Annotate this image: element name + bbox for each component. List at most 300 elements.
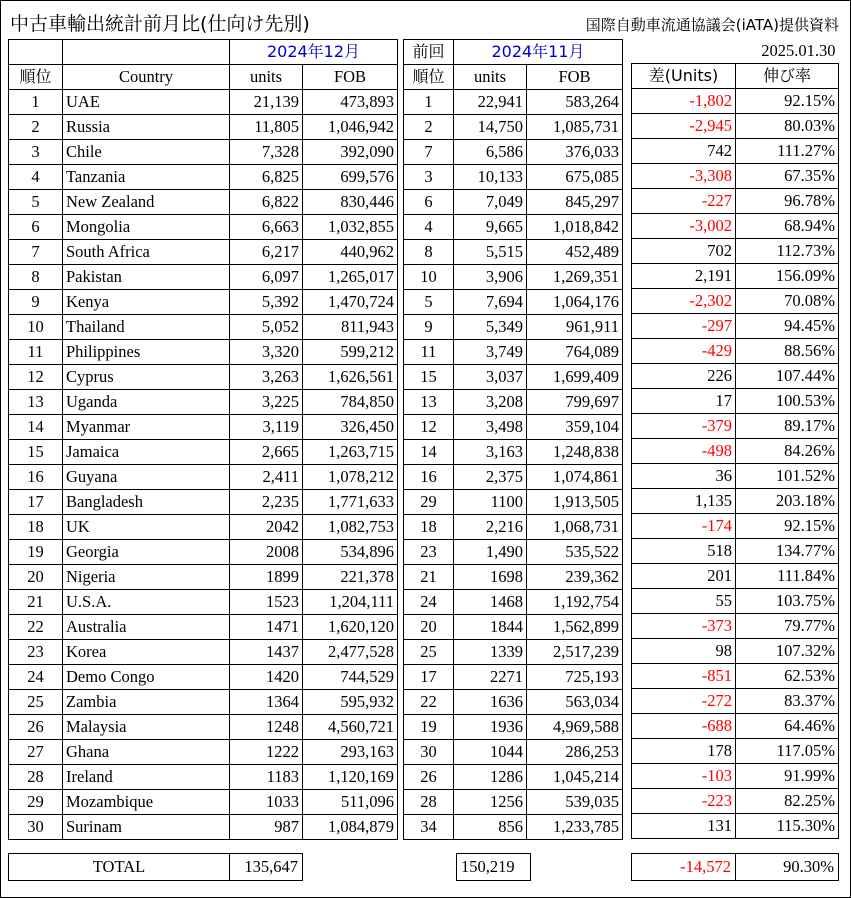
previous-rank-cell: 9	[404, 315, 454, 340]
growth-cell: 117.05%	[736, 739, 839, 764]
table-row	[9, 265, 398, 290]
table-row	[632, 239, 839, 264]
rank-cell: 29	[9, 790, 63, 815]
units-cell: 2042	[230, 515, 303, 540]
growth-cell: 91.99%	[736, 764, 839, 789]
units-cell: 1420	[230, 665, 303, 690]
table-row	[632, 764, 839, 789]
table-row	[632, 739, 839, 764]
country-cell: Georgia	[63, 540, 230, 565]
table-row	[404, 165, 623, 190]
diff-cell: 1,135	[632, 489, 736, 514]
country-cell: Tanzania	[63, 165, 230, 190]
previous-units-cell: 1286	[454, 765, 527, 790]
diff-cell: -223	[632, 789, 736, 814]
units-cell: 3,263	[230, 365, 303, 390]
fob-cell: 1,046,942	[303, 115, 398, 140]
fob-cell: 1,204,111	[303, 590, 398, 615]
diff-cell: -851	[632, 664, 736, 689]
total-growth: 90.30%	[736, 854, 839, 881]
table-row	[404, 790, 623, 815]
table-row	[632, 664, 839, 689]
units-cell: 1222	[230, 740, 303, 765]
country-cell: Thailand	[63, 315, 230, 340]
fob-cell: 1,078,212	[303, 465, 398, 490]
previous-units-cell: 9,665	[454, 215, 527, 240]
comparison-total-row	[632, 854, 839, 881]
growth-cell: 80.03%	[736, 114, 839, 139]
growth-cell: 107.32%	[736, 639, 839, 664]
growth-cell: 203.18%	[736, 489, 839, 514]
table-row	[404, 90, 623, 115]
growth-cell: 83.37%	[736, 689, 839, 714]
previous-fob-cell: 452,489	[527, 240, 623, 265]
growth-cell: 111.84%	[736, 564, 839, 589]
previous-rank-cell: 19	[404, 715, 454, 740]
rank-cell: 4	[9, 165, 63, 190]
fob-cell: 4,560,721	[303, 715, 398, 740]
previous-units-header: units	[454, 65, 527, 90]
country-cell: Chile	[63, 140, 230, 165]
country-cell: Mongolia	[63, 215, 230, 240]
growth-cell: 92.15%	[736, 89, 839, 114]
previous-rank-cell: 28	[404, 790, 454, 815]
previous-fob-cell: 1,269,351	[527, 265, 623, 290]
table-row	[404, 715, 623, 740]
source-credit: 国際自動車流通協議会(iATA)提供資料	[585, 16, 839, 34]
previous-rank-cell: 24	[404, 590, 454, 615]
growth-cell: 82.25%	[736, 789, 839, 814]
previous-fob-cell: 1,248,838	[527, 440, 623, 465]
diff-cell: 201	[632, 564, 736, 589]
blank-cell	[9, 40, 63, 65]
table-row	[9, 540, 398, 565]
fob-cell: 599,212	[303, 340, 398, 365]
table-row	[632, 464, 839, 489]
rank-cell: 14	[9, 415, 63, 440]
previous-top-header: 前回	[404, 40, 454, 65]
previous-units-cell: 1339	[454, 640, 527, 665]
previous-fob-cell: 286,253	[527, 740, 623, 765]
units-cell: 5,052	[230, 315, 303, 340]
rank-cell: 5	[9, 190, 63, 215]
table-row	[9, 190, 398, 215]
country-cell: Bangladesh	[63, 490, 230, 515]
rank-cell: 24	[9, 665, 63, 690]
previous-rank-cell: 18	[404, 515, 454, 540]
blank-cell	[63, 40, 230, 65]
previous-fob-cell: 1,192,754	[527, 590, 623, 615]
previous-fob-cell: 1,074,861	[527, 465, 623, 490]
table-row	[632, 214, 839, 239]
previous-rank-cell: 29	[404, 490, 454, 515]
growth-cell: 89.17%	[736, 414, 839, 439]
table-row	[404, 215, 623, 240]
growth-cell: 134.77%	[736, 539, 839, 564]
table-row	[404, 115, 623, 140]
table-row	[404, 515, 623, 540]
table-row	[404, 765, 623, 790]
diff-cell: -103	[632, 764, 736, 789]
table-row	[632, 414, 839, 439]
table-row	[9, 115, 398, 140]
total-row	[9, 854, 303, 881]
fob-cell: 1,032,855	[303, 215, 398, 240]
previous-units-cell: 2,216	[454, 515, 527, 540]
previous-fob-cell: 1,068,731	[527, 515, 623, 540]
units-cell: 7,328	[230, 140, 303, 165]
country-cell: Guyana	[63, 465, 230, 490]
country-cell: Nigeria	[63, 565, 230, 590]
diff-cell: -227	[632, 189, 736, 214]
previous-units-cell: 3,163	[454, 440, 527, 465]
table-row	[404, 315, 623, 340]
units-cell: 2,411	[230, 465, 303, 490]
previous-rank-cell: 15	[404, 365, 454, 390]
table-row	[632, 289, 839, 314]
previous-rank-cell: 23	[404, 540, 454, 565]
growth-cell: 70.08%	[736, 289, 839, 314]
diff-cell: 226	[632, 364, 736, 389]
table-row	[632, 339, 839, 364]
diff-cell: -498	[632, 439, 736, 464]
current-month-table-body	[9, 40, 398, 840]
units-cell: 6,822	[230, 190, 303, 215]
table-row	[404, 815, 623, 840]
table-row	[404, 465, 623, 490]
table-row	[632, 139, 839, 164]
country-cell: Russia	[63, 115, 230, 140]
table-row	[404, 190, 623, 215]
growth-cell: 68.94%	[736, 214, 839, 239]
fob-cell: 293,163	[303, 740, 398, 765]
rank-cell: 12	[9, 365, 63, 390]
previous-units-cell: 3,208	[454, 390, 527, 415]
previous-fob-cell: 675,085	[527, 165, 623, 190]
country-cell: Mozambique	[63, 790, 230, 815]
previous-rank-cell: 6	[404, 190, 454, 215]
rank-cell: 6	[9, 215, 63, 240]
diff-header: 差(Units)	[632, 64, 736, 89]
table-row	[9, 515, 398, 540]
growth-cell: 112.73%	[736, 239, 839, 264]
units-cell: 3,320	[230, 340, 303, 365]
rank-cell: 22	[9, 615, 63, 640]
table-row	[9, 440, 398, 465]
country-cell: Demo Congo	[63, 665, 230, 690]
previous-units-cell: 3,906	[454, 265, 527, 290]
rank-cell: 10	[9, 315, 63, 340]
table-row	[632, 814, 839, 839]
previous-period-label: 2024年11月	[454, 40, 623, 65]
growth-cell: 84.26%	[736, 439, 839, 464]
previous-fob-cell: 1,913,505	[527, 490, 623, 515]
growth-cell: 103.75%	[736, 589, 839, 614]
units-cell: 3,225	[230, 390, 303, 415]
diff-cell: 98	[632, 639, 736, 664]
table-row	[404, 240, 623, 265]
table-row	[632, 539, 839, 564]
comparison-table-body	[632, 39, 839, 839]
table-row	[9, 565, 398, 590]
previous-month-table	[403, 39, 623, 840]
growth-cell: 111.27%	[736, 139, 839, 164]
previous-fob-cell: 4,969,588	[527, 715, 623, 740]
diff-cell: -297	[632, 314, 736, 339]
units-cell: 11,805	[230, 115, 303, 140]
units-cell: 1248	[230, 715, 303, 740]
table-row	[404, 615, 623, 640]
column-header-row	[9, 65, 398, 90]
diff-cell: -688	[632, 714, 736, 739]
rank-cell: 20	[9, 565, 63, 590]
table-row	[9, 615, 398, 640]
previous-fob-cell: 764,089	[527, 340, 623, 365]
total-label: TOTAL	[9, 854, 230, 881]
table-row	[632, 164, 839, 189]
diff-cell: 2,191	[632, 264, 736, 289]
country-cell: Malaysia	[63, 715, 230, 740]
country-header: Country	[63, 65, 230, 90]
current-month-table	[8, 39, 398, 840]
table-row	[404, 665, 623, 690]
previous-units-cell: 3,498	[454, 415, 527, 440]
fob-cell: 2,477,528	[303, 640, 398, 665]
table-row	[404, 140, 623, 165]
fob-cell: 784,850	[303, 390, 398, 415]
fob-cell: 1,265,017	[303, 265, 398, 290]
table-row	[632, 689, 839, 714]
units-cell: 987	[230, 815, 303, 840]
previous-units-cell: 5,349	[454, 315, 527, 340]
previous-rank-cell: 7	[404, 140, 454, 165]
units-cell: 1437	[230, 640, 303, 665]
previous-fob-cell: 961,911	[527, 315, 623, 340]
fob-cell: 1,084,879	[303, 815, 398, 840]
rank-cell: 3	[9, 140, 63, 165]
table-row	[632, 789, 839, 814]
fob-cell: 1,626,561	[303, 365, 398, 390]
table-row	[9, 365, 398, 390]
table-row	[404, 490, 623, 515]
diff-cell: -429	[632, 339, 736, 364]
fob-cell: 534,896	[303, 540, 398, 565]
previous-units-cell: 2,375	[454, 465, 527, 490]
country-cell: Philippines	[63, 340, 230, 365]
previous-fob-cell: 1,233,785	[527, 815, 623, 840]
table-row	[632, 489, 839, 514]
previous-units-cell: 10,133	[454, 165, 527, 190]
country-cell: UAE	[63, 90, 230, 115]
previous-rank-cell: 34	[404, 815, 454, 840]
previous-fob-cell: 725,193	[527, 665, 623, 690]
rank-cell: 26	[9, 715, 63, 740]
column-header-row	[404, 65, 623, 90]
country-cell: New Zealand	[63, 190, 230, 215]
diff-cell: 131	[632, 814, 736, 839]
diff-cell: -3,002	[632, 214, 736, 239]
rank-cell: 1	[9, 90, 63, 115]
previous-units-cell: 1,490	[454, 540, 527, 565]
units-cell: 1183	[230, 765, 303, 790]
previous-units-cell: 1636	[454, 690, 527, 715]
diff-cell: -2,302	[632, 289, 736, 314]
previous-rank-cell: 2	[404, 115, 454, 140]
country-cell: U.S.A.	[63, 590, 230, 615]
previous-fob-cell: 1,018,842	[527, 215, 623, 240]
table-row	[404, 440, 623, 465]
country-cell: Myanmar	[63, 415, 230, 440]
fob-cell: 1,120,169	[303, 765, 398, 790]
date-row	[632, 39, 839, 64]
country-cell: Pakistan	[63, 265, 230, 290]
country-cell: UK	[63, 515, 230, 540]
growth-cell: 96.78%	[736, 189, 839, 214]
units-cell: 3,119	[230, 415, 303, 440]
previous-units-cell: 7,049	[454, 190, 527, 215]
rank-cell: 17	[9, 490, 63, 515]
previous-fob-cell: 239,362	[527, 565, 623, 590]
table-row	[404, 590, 623, 615]
rank-cell: 18	[9, 515, 63, 540]
fob-header: FOB	[303, 65, 398, 90]
growth-cell: 88.56%	[736, 339, 839, 364]
table-row	[404, 365, 623, 390]
fob-cell: 511,096	[303, 790, 398, 815]
previous-fob-cell: 359,104	[527, 415, 623, 440]
units-cell: 5,392	[230, 290, 303, 315]
country-cell: Ireland	[63, 765, 230, 790]
units-cell: 1523	[230, 590, 303, 615]
previous-fob-cell: 563,034	[527, 690, 623, 715]
units-cell: 1899	[230, 565, 303, 590]
diff-cell: -272	[632, 689, 736, 714]
previous-rank-cell: 13	[404, 390, 454, 415]
rank-header: 順位	[9, 65, 63, 90]
table-row	[404, 740, 623, 765]
previous-units-cell: 856	[454, 815, 527, 840]
previous-fob-cell: 539,035	[527, 790, 623, 815]
diff-cell: 178	[632, 739, 736, 764]
growth-cell: 64.46%	[736, 714, 839, 739]
previous-units-cell: 3,749	[454, 340, 527, 365]
previous-units-cell: 1844	[454, 615, 527, 640]
report-date: 2025.01.30	[761, 41, 836, 60]
fob-cell: 473,893	[303, 90, 398, 115]
previous-fob-cell: 583,264	[527, 90, 623, 115]
table-row	[632, 714, 839, 739]
previous-total-units: 150,219	[457, 854, 531, 881]
fob-cell: 1,771,633	[303, 490, 398, 515]
country-cell: Australia	[63, 615, 230, 640]
table-row	[632, 514, 839, 539]
rank-cell: 27	[9, 740, 63, 765]
rank-cell: 21	[9, 590, 63, 615]
growth-cell: 62.53%	[736, 664, 839, 689]
diff-cell: -3,308	[632, 164, 736, 189]
table-row	[404, 640, 623, 665]
total-units: 135,647	[230, 854, 303, 881]
table-row	[9, 165, 398, 190]
table-row	[632, 564, 839, 589]
previous-total-row	[457, 854, 531, 881]
diff-cell: -174	[632, 514, 736, 539]
table-row	[632, 89, 839, 114]
previous-fob-cell: 799,697	[527, 390, 623, 415]
table-row	[9, 815, 398, 840]
fob-cell: 1,082,753	[303, 515, 398, 540]
previous-units-cell: 1936	[454, 715, 527, 740]
diff-cell: 518	[632, 539, 736, 564]
table-row	[404, 690, 623, 715]
previous-fob-header: FOB	[527, 65, 623, 90]
previous-month-table-body	[404, 40, 623, 840]
comparison-total-table	[631, 853, 839, 881]
diff-cell: 742	[632, 139, 736, 164]
units-header: units	[230, 65, 303, 90]
country-cell: South Africa	[63, 240, 230, 265]
table-row	[632, 364, 839, 389]
previous-rank-cell: 3	[404, 165, 454, 190]
diff-cell: 55	[632, 589, 736, 614]
country-cell: Surinam	[63, 815, 230, 840]
country-cell: Ghana	[63, 740, 230, 765]
table-row	[9, 690, 398, 715]
table-row	[9, 240, 398, 265]
previous-rank-cell: 22	[404, 690, 454, 715]
table-row	[9, 340, 398, 365]
table-row	[9, 640, 398, 665]
growth-cell: 79.77%	[736, 614, 839, 639]
fob-cell: 1,263,715	[303, 440, 398, 465]
rank-cell: 28	[9, 765, 63, 790]
rank-cell: 30	[9, 815, 63, 840]
table-row	[9, 740, 398, 765]
fob-cell: 221,378	[303, 565, 398, 590]
previous-units-cell: 5,515	[454, 240, 527, 265]
fob-cell: 1,620,120	[303, 615, 398, 640]
rank-cell: 16	[9, 465, 63, 490]
diff-cell: 702	[632, 239, 736, 264]
table-row	[9, 415, 398, 440]
table-row	[632, 639, 839, 664]
rank-cell: 13	[9, 390, 63, 415]
previous-fob-cell: 1,064,176	[527, 290, 623, 315]
rank-cell: 2	[9, 115, 63, 140]
previous-rank-cell: 10	[404, 265, 454, 290]
table-row	[632, 189, 839, 214]
units-cell: 6,825	[230, 165, 303, 190]
fob-cell: 699,576	[303, 165, 398, 190]
fob-cell: 392,090	[303, 140, 398, 165]
fob-cell: 440,962	[303, 240, 398, 265]
table-row	[404, 290, 623, 315]
previous-units-cell: 1044	[454, 740, 527, 765]
country-cell: Zambia	[63, 690, 230, 715]
fob-cell: 744,529	[303, 665, 398, 690]
table-row	[632, 389, 839, 414]
previous-units-cell: 1468	[454, 590, 527, 615]
rank-cell: 11	[9, 340, 63, 365]
units-cell: 1033	[230, 790, 303, 815]
units-cell: 2008	[230, 540, 303, 565]
table-row	[404, 390, 623, 415]
country-cell: Cyprus	[63, 365, 230, 390]
previous-units-cell: 2271	[454, 665, 527, 690]
growth-cell: 107.44%	[736, 364, 839, 389]
table-row	[9, 715, 398, 740]
previous-rank-cell: 16	[404, 465, 454, 490]
